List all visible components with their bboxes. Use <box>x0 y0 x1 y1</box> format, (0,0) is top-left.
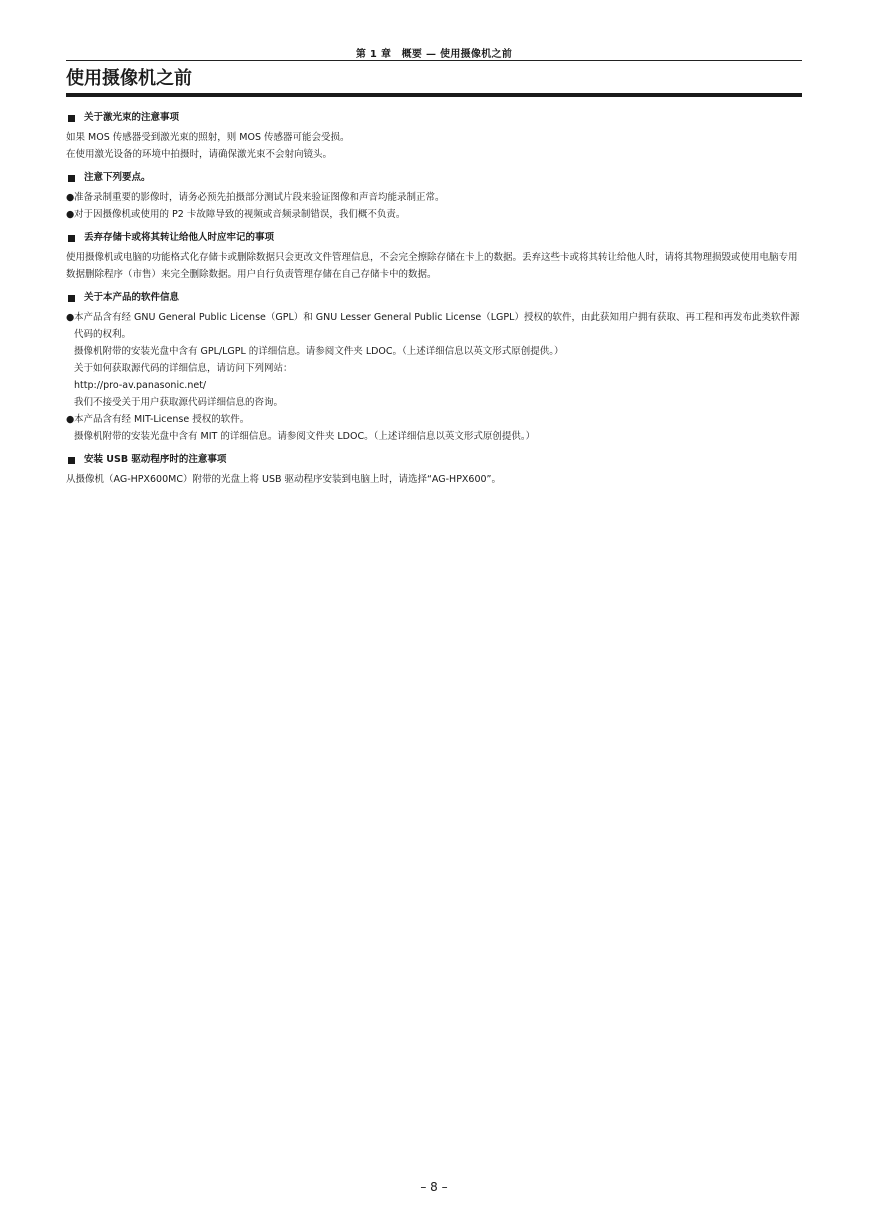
list-item-text: 本产品含有经 GNU General Public License（GPL）和 GNU Lesser General Public License（LGPL）授权的软件，由此获知用户拥有获取、再工程和再发布此类软件源代码的权利。 <box>74 312 800 340</box>
paragraph: 如果 MOS 传感器受到激光束的照射，则 MOS 传感器可能会受损。 <box>66 132 350 143</box>
section-heading-text: 关于激光束的注意事项 <box>84 112 180 123</box>
section-heading <box>66 231 802 245</box>
section-usb-driver <box>66 453 802 488</box>
website-url: http://pro-av.panasonic.net/ <box>74 380 207 391</box>
list-item <box>66 189 802 206</box>
square-bullet-icon <box>68 235 75 242</box>
bullet-dot-icon: ● <box>66 209 75 220</box>
section-software-info <box>66 291 802 445</box>
section-heading-text: 丢弃存储卡或将其转让给他人时应牢记的事项 <box>84 232 275 243</box>
indented-line: 我们不接受关于用户获取源代码详细信息的咨询。 <box>74 397 284 408</box>
paragraph: 从摄像机（AG-HPX600MC）附带的光盘上将 USB 驱动程序安装到电脑上时，请选择“AG-HPX600”。 <box>66 474 501 485</box>
section-heading <box>66 171 802 185</box>
square-bullet-icon <box>68 175 75 182</box>
bullet-dot-icon: ● <box>66 312 75 323</box>
square-bullet-icon <box>68 295 75 302</box>
indented-line: 摄像机附带的安装光盘中含有 MIT 的详细信息。请参阅文件夹 LDOC。（上述详细信息以英文形式原创提供。） <box>74 431 536 442</box>
section-heading-text: 关于本产品的软件信息 <box>84 292 180 303</box>
section-heading <box>66 111 802 125</box>
indented-line: 关于如何获取源代码的详细信息，请访问下列网站： <box>74 363 293 374</box>
section-heading-text: 注意下列要点。 <box>84 172 151 183</box>
list-item-text: 准备录制重要的影像时，请务必预先拍摄部分测试片段来验证图像和声音均能录制正常。 <box>74 192 445 203</box>
running-header: 第 1 章 概要 — 使用摄像机之前 <box>355 49 513 60</box>
paragraph: 在使用激光设备的环境中拍摄时，请确保激光束不会射向镜头。 <box>66 149 333 160</box>
page-content <box>66 111 802 496</box>
title-divider <box>66 93 802 97</box>
list-item <box>66 411 802 428</box>
section-heading-text: 安装 USB 驱动程序时的注意事项 <box>84 454 227 465</box>
section-laser-notice <box>66 111 802 163</box>
list-item-text: 本产品含有经 MIT-License 授权的软件。 <box>74 414 250 425</box>
square-bullet-icon <box>68 457 75 464</box>
bullet-dot-icon: ● <box>66 414 75 425</box>
paragraph: 使用摄像机或电脑的功能格式化存储卡或删除数据只会更改文件管理信息，不会完全擦除存储在卡上的数据。丢弃这些卡或将其转让给他人时，请将其物理损毁或使用电脑专用数据删除程序（市售）来完全删除数据。用户自行负责管理存储在自己存储卡中的数据。 <box>66 252 798 280</box>
section-heading <box>66 291 802 305</box>
header-divider <box>66 60 802 61</box>
section-heading <box>66 453 802 467</box>
list-item <box>66 309 802 343</box>
indented-line: 摄像机附带的安装光盘中含有 GPL/LGPL 的详细信息。请参阅文件夹 LDOC。（上述详细信息以英文形式原创提供。） <box>74 346 564 357</box>
section-card-disposal <box>66 231 802 283</box>
bullet-dot-icon: ● <box>66 192 75 203</box>
section-key-points <box>66 171 802 223</box>
list-item-text: 对于因摄像机或使用的 P2 卡故障导致的视频或音频录制错误，我们概不负责。 <box>74 209 406 220</box>
square-bullet-icon <box>68 115 75 122</box>
page-number: – 8 – <box>420 1180 448 1194</box>
list-item <box>66 206 802 223</box>
page-title: 使用摄像机之前 <box>66 68 192 89</box>
